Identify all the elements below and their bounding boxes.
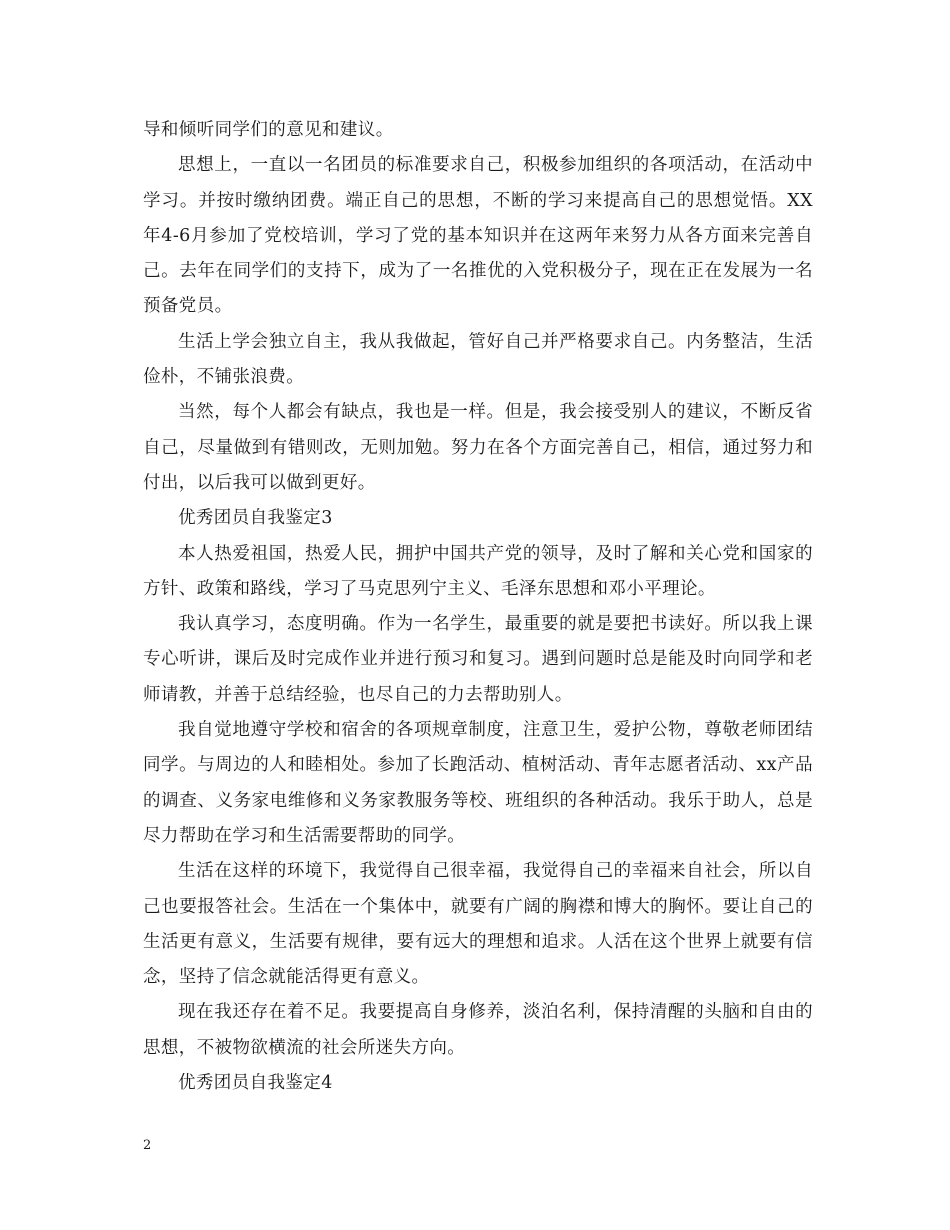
paragraph-ideology: 思想上，一直以一名团员的标准要求自己，积极参加组织的各项活动，在活动中学习。并按时缴纳团费。端正自己的思想，不断的学习来提高自己的思想觉悟。XX年4-6月参加了党校培训，学习了党的基本知识并在这两年来努力从各方面来完善自己。去年在同学们的支持下，成为了一名推优的入党积极分子，现在正在发展为一名预备党员。 [143, 155, 813, 317]
paragraph-life: 生活上学会独立自主，我从我做起，管好自己并严格要求自己。内务整洁，生活俭朴，不铺张浪费。 [143, 331, 813, 388]
section-heading-3: 优秀团员自我鉴定3 [178, 508, 333, 529]
paragraph-continuation: 导和倾听同学们的意见和建议。 [143, 120, 394, 140]
paragraph-shortcomings: 当然，每个人都会有缺点，我也是一样。但是，我会接受别人的建议，不断反省自己，尽量做到有错则改，无则加勉。努力在各个方面完善自己，相信，通过努力和付出，以后我可以做到更好。 [143, 402, 813, 493]
paragraph-rules: 我自觉地遵守学校和宿舍的各项规章制度，注意卫生，爱护公物，尊敬老师团结同学。与周边的人和睦相处。参加了长跑活动、植树活动、青年志愿者活动、xx产品的调查、义务家电维修和义务家教服务等校、班组织的各种活动。我乐于助人，总是尽力帮助在学习和生活需要帮助的同学。 [143, 720, 813, 846]
page-number: 2 [143, 1138, 152, 1153]
paragraph-improvement: 现在我还存在着不足。我要提高自身修养，淡泊名利，保持清醒的头脑和自由的思想，不被物欲横流的社会所迷失方向。 [143, 1002, 813, 1058]
paragraph-patriotism: 本人热爱祖国，热爱人民，拥护中国共产党的领导，及时了解和关心党和国家的方针、政策和路线，学习了马克思列宁主义、毛泽东思想和邓小平理论。 [143, 543, 813, 599]
paragraph-study: 我认真学习，态度明确。作为一名学生，最重要的就是要把书读好。所以我上课专心听讲，课后及时完成作业并进行预习和复习。遇到问题时总是能及时向同学和老师请教，并善于总结经验，也尽自己的力去帮助别人。 [143, 614, 813, 705]
section-heading-4: 优秀团员自我鉴定4 [178, 1073, 333, 1094]
paragraph-society: 生活在这样的环境下，我觉得自己很幸福，我觉得自己的幸福来自社会，所以自己也要报答社会。生活在一个集体中，就要有广阔的胸襟和博大的胸怀。要让自己的生活更有意义，生活要有规律，要有远大的理想和追求。人活在这个世界上就要有信念，坚持了信念就能活得更有意义。 [143, 861, 813, 988]
document-body [143, 113, 813, 1101]
